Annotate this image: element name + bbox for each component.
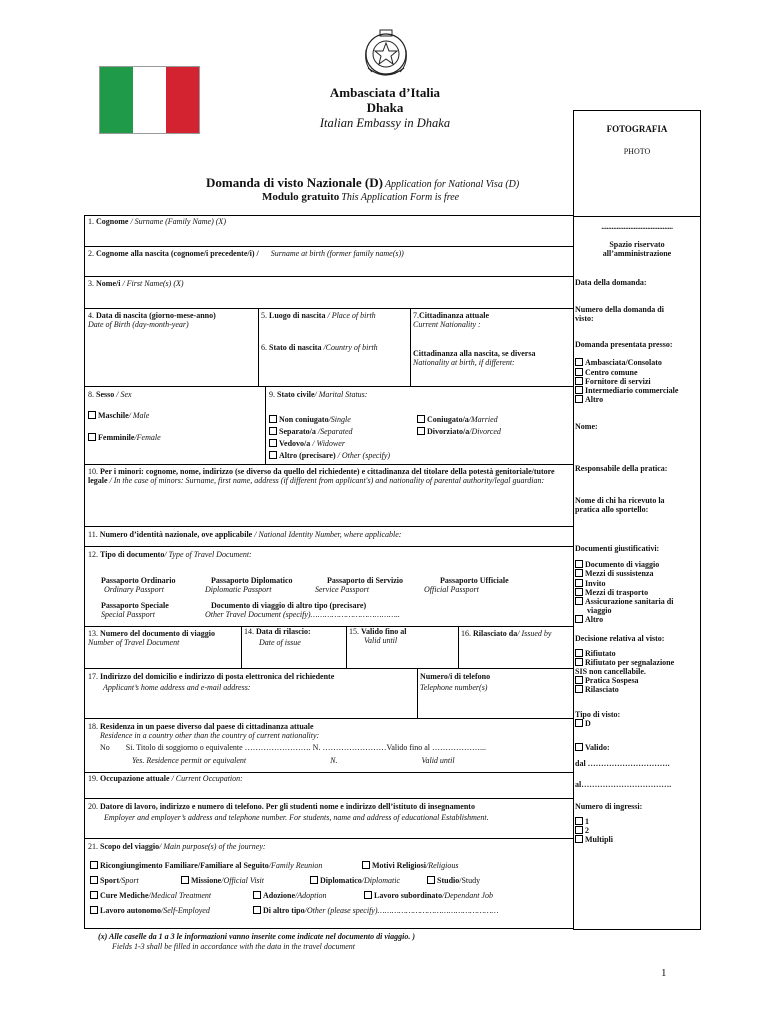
option-special-passport[interactable]: Passaporto Speciale Special Passport xyxy=(101,601,169,620)
checkbox[interactable] xyxy=(269,427,277,435)
option-sport[interactable]: Sport/Sport xyxy=(90,876,139,885)
checkbox[interactable] xyxy=(269,439,277,447)
option-self-employed[interactable]: Lavoro autonomo/Self-Employed xyxy=(90,906,210,915)
field-travel-document-type: 12. Tipo di documento/ Type of Travel Document: xyxy=(88,550,252,559)
admin-doc-means[interactable]: Mezzi di sussistenza xyxy=(575,569,699,578)
option-official-passport[interactable]: Passaporto Ufficiale Official Passport xyxy=(424,576,509,595)
checkbox[interactable] xyxy=(181,876,189,884)
checkbox[interactable] xyxy=(575,658,583,666)
checkbox[interactable] xyxy=(575,569,583,577)
checkbox[interactable] xyxy=(269,415,277,423)
checkbox[interactable] xyxy=(417,427,425,435)
admin-visa-type-d[interactable]: D xyxy=(575,719,699,728)
checkbox[interactable] xyxy=(427,876,435,884)
checkbox[interactable] xyxy=(575,395,583,403)
checkbox[interactable] xyxy=(575,649,583,657)
page-number: 1 xyxy=(661,967,667,979)
italian-emblem-icon xyxy=(360,24,412,86)
checkbox[interactable] xyxy=(575,826,583,834)
field-first-names[interactable]: 3. Nome/i / First Name(s) (X) xyxy=(88,279,184,288)
checkbox[interactable] xyxy=(90,891,98,899)
option-widower[interactable]: Vedovo/a / Widower xyxy=(269,439,345,448)
footnote-italian: (x) Alle caselle da 1 a 3 le informazioni vanno inserite come indicate nel documento di viaggio. ) xyxy=(98,932,416,941)
option-official-visit[interactable]: Missione/Official Visit xyxy=(181,876,264,885)
admin-option-service-provider[interactable]: Fornitore di servizi xyxy=(575,377,699,386)
checkbox[interactable] xyxy=(362,861,370,869)
checkbox[interactable] xyxy=(90,876,98,884)
option-married[interactable]: Coniugato/a/Married xyxy=(417,415,498,424)
field-surname-at-birth[interactable]: 2. Cognome alla nascita (cognome/i precedente/i) / Surname at birth (former family name(s)) xyxy=(88,249,404,258)
admin-decision-suspended[interactable]: Pratica Sospesa xyxy=(575,676,699,685)
field-home-address[interactable]: 17. Indirizzo del domicilio e indirizzo di posta elettronica del richiedente Applicant’s home address and e-mail address: xyxy=(88,672,335,693)
admin-doc-transport[interactable]: Mezzi di trasporto xyxy=(575,588,699,597)
option-single[interactable]: Non coniugato/Single xyxy=(269,415,351,424)
checkbox[interactable] xyxy=(575,676,583,684)
checkbox[interactable] xyxy=(575,368,583,376)
option-medical-treatment[interactable]: Cure Mediche/Medical Treatment xyxy=(90,891,211,900)
form-title: Domanda di visto Nazionale (D) Application for National Visa (D) xyxy=(206,175,520,190)
embassy-city: Dhaka xyxy=(366,99,404,115)
admin-date-label: Data della domanda: xyxy=(575,277,647,287)
field-sex-label: 8. Sesso / Sex xyxy=(88,390,132,399)
checkbox[interactable] xyxy=(575,588,583,596)
photo-box[interactable]: FOTOGRAFIA PHOTO xyxy=(606,124,668,157)
field-current-nationality[interactable]: 7.Cittadinanza attuale Current Nationality : xyxy=(413,311,489,330)
checkbox[interactable] xyxy=(575,386,583,394)
form-subtitle: Modulo gratuito This Application Form is free xyxy=(262,191,460,203)
checkbox[interactable] xyxy=(575,817,583,825)
field-employer[interactable]: 20. Datore di lavoro, indirizzo e numero di telefono. Per gli studenti nome e indirizzo dell’istituto di insegnamento Employer and employer’s address and telephone number. For students, name and address of educational Establishment. xyxy=(88,802,489,823)
checkbox[interactable] xyxy=(575,597,583,605)
checkbox[interactable] xyxy=(575,835,583,843)
field-issued-by[interactable]: 16. Rilasciato da/ Issued by xyxy=(461,629,552,638)
admin-option-intermediary[interactable]: Intermediario commerciale xyxy=(575,386,699,395)
checkbox[interactable] xyxy=(417,415,425,423)
admin-doc-invitation[interactable]: Invito xyxy=(575,579,699,588)
checkbox[interactable] xyxy=(253,906,261,914)
option-study[interactable]: Studio/Study xyxy=(427,876,480,885)
option-diplomatic[interactable]: Diplomatico/Diplomatic xyxy=(310,876,400,885)
option-other-travel-document[interactable]: Documento di viaggio di altro tipo (precisare) Other Travel Document (specify)……………………………….. xyxy=(205,601,400,620)
field-date-of-issue[interactable]: 14. Data di rilascio: Date of issue xyxy=(244,627,311,648)
admin-doc-other[interactable]: Altro xyxy=(575,615,699,624)
field-surname[interactable]: 1. Cognome / Surname (Family Name) (X) xyxy=(88,217,226,226)
field-place-of-birth[interactable]: 5. Luogo di nascita / Place of birth xyxy=(261,311,376,320)
checkbox[interactable] xyxy=(575,377,583,385)
checkbox[interactable] xyxy=(269,451,277,459)
field-purpose-label: 21. Scopo del viaggio/ Main purpose(s) of the journey: xyxy=(88,842,266,851)
option-diplomatic-passport[interactable]: Passaporto Diplomatico Diplomatic Passport xyxy=(205,576,293,595)
field-document-number[interactable]: 13. Numero del documento di viaggio Number of Travel Document xyxy=(88,629,215,648)
admin-decision-issued[interactable]: Rilasciato xyxy=(575,685,699,694)
option-other-status[interactable]: Altro (precisare) / Other (specify) xyxy=(269,451,390,460)
admin-valid[interactable]: Valido: xyxy=(575,743,699,752)
admin-entries-multiple[interactable]: Multipli xyxy=(575,835,699,844)
option-religious[interactable]: Motivi Religiosi/Religious xyxy=(362,861,458,870)
admin-decision-refused-sis[interactable]: Rifiutato per segnalazione xyxy=(575,658,699,667)
field-marital-status-label: 9. Stato civile/ Marital Status: xyxy=(269,390,368,399)
field-occupation[interactable]: 19. Occupazione attuale / Current Occupation: xyxy=(88,774,243,783)
footnote-english: Fields 1-3 shall be filled in accordance with the data in the travel document xyxy=(112,942,355,951)
admin-option-common-center[interactable]: Centro comune xyxy=(575,368,699,377)
checkbox[interactable] xyxy=(253,891,261,899)
field-country-of-birth[interactable]: 6. Stato di nascita /Country of birth xyxy=(261,343,378,352)
field-telephone[interactable]: Numero/i di telefono Telephone number(s) xyxy=(420,672,491,693)
checkbox[interactable] xyxy=(575,560,583,568)
checkbox[interactable] xyxy=(575,743,583,751)
option-divorced[interactable]: Divorziato/a/Divorced xyxy=(417,427,501,436)
option-ordinary-passport[interactable]: Passaporto Ordinario Ordinary Passport xyxy=(101,576,176,595)
checkbox[interactable] xyxy=(310,876,318,884)
admin-doc-insurance[interactable]: Assicurazione sanitaria di xyxy=(575,597,699,606)
checkbox[interactable] xyxy=(90,861,98,869)
field-nationality-at-birth[interactable]: Cittadinanza alla nascita, se diversa Nationality at birth, if different: xyxy=(413,349,536,368)
option-other-purpose[interactable]: Di altro tipo/Other (please specify)…………………………………………… xyxy=(253,906,498,915)
checkbox[interactable] xyxy=(88,411,96,419)
checkbox[interactable] xyxy=(575,615,583,623)
option-separated[interactable]: Separato/a /Separated xyxy=(269,427,353,436)
admin-entries-2[interactable]: 2 xyxy=(575,826,699,835)
embassy-english: Italian Embassy in Dhaka xyxy=(319,115,451,130)
checkbox[interactable] xyxy=(90,906,98,914)
option-family-reunion[interactable]: Ricongiungimento Familiare/Familiare al Seguito/Family Reunion xyxy=(90,861,322,870)
admin-doc-travel[interactable]: Documento di viaggio xyxy=(575,560,699,569)
field-residence[interactable]: 18. Residenza in un paese diverso dal paese di cittadinanza attuale Residence in a country other than the country of current nationality: No Si. Titolo di soggiorno o equivalente ……………………. N. ……………………Valido fino al ………………... Yes. Residence permit or equivalent N. Valid until xyxy=(88,722,486,765)
checkbox[interactable] xyxy=(364,891,372,899)
field-minor-guardian[interactable]: 10. Per i minori: cognome, nome, indirizzo (se diverso da quello del richiedente) e cittadinanza del titolare della potestà genitoriale/tutore legale / In the case of minors: Surname, first name, address (if different from applicant's) and nationality of parental authority/legal guardian: xyxy=(88,467,555,486)
checkbox[interactable] xyxy=(575,719,583,727)
option-female[interactable]: Femminile/Female xyxy=(88,433,161,442)
admin-valid-from: dal …………………………. xyxy=(575,759,670,769)
option-adoption[interactable]: Adozione/Adoption xyxy=(253,891,327,900)
admin-valid-to: al……………………………. xyxy=(575,780,672,790)
checkbox[interactable] xyxy=(575,685,583,693)
option-service-passport[interactable]: Passaporto di Servizio Service Passport xyxy=(315,576,403,595)
admin-option-embassy[interactable]: Ambasciata/Consolato xyxy=(575,358,699,367)
embassy-header xyxy=(300,86,470,130)
admin-panel: .......................................... Spazio riservato all’amministrazione Data della domanda: Numero della domanda di visto: Domanda presentata presso: Ambasciata/Consolato Centro comune Fornitore di servizi Intermediario commerciale Altro Nome: Responsabile della pratica: Nome di chi ha ricevuto la pratica allo sportello: Documenti giustificativi: Documento di viaggio Mezzi di sussistenza Invito Mezzi di trasporto Assicurazione sanitaria di viaggio Altro Decisione relativa al visto: Rifiutato Rifiutato per segnalazione SIS non cancellabile. Pratica Sospesa Rilasciato Tipo di visto: D Valido: dal …………………………. al……………………………. Numero di ingressi: 1 2 Multipli xyxy=(575,222,699,844)
field-valid-until[interactable]: 15. Valido fino al Valid until xyxy=(349,627,407,646)
field-national-id[interactable]: 11. Numero d’identità nazionale, ove applicabile / National Identity Number, where applicable: xyxy=(88,530,402,539)
admin-entries-1[interactable]: 1 xyxy=(575,817,699,826)
option-male[interactable]: Maschile/ Male xyxy=(88,411,149,420)
checkbox[interactable] xyxy=(575,579,583,587)
admin-dots: .......................................... xyxy=(601,222,673,231)
admin-option-other[interactable]: Altro xyxy=(575,395,699,404)
field-date-of-birth[interactable]: 4. Data di nascita (giorno-mese-anno) Date of Birth (day-month-year) xyxy=(88,311,216,330)
option-dependant-job[interactable]: Lavoro subordinato/Dependant Job xyxy=(364,891,493,900)
embassy-name: Ambasciata d’Italia xyxy=(329,85,441,100)
italian-flag-icon xyxy=(99,66,200,134)
checkbox[interactable] xyxy=(88,433,96,441)
checkbox[interactable] xyxy=(575,358,583,366)
admin-decision-refused[interactable]: Rifiutato xyxy=(575,649,699,658)
